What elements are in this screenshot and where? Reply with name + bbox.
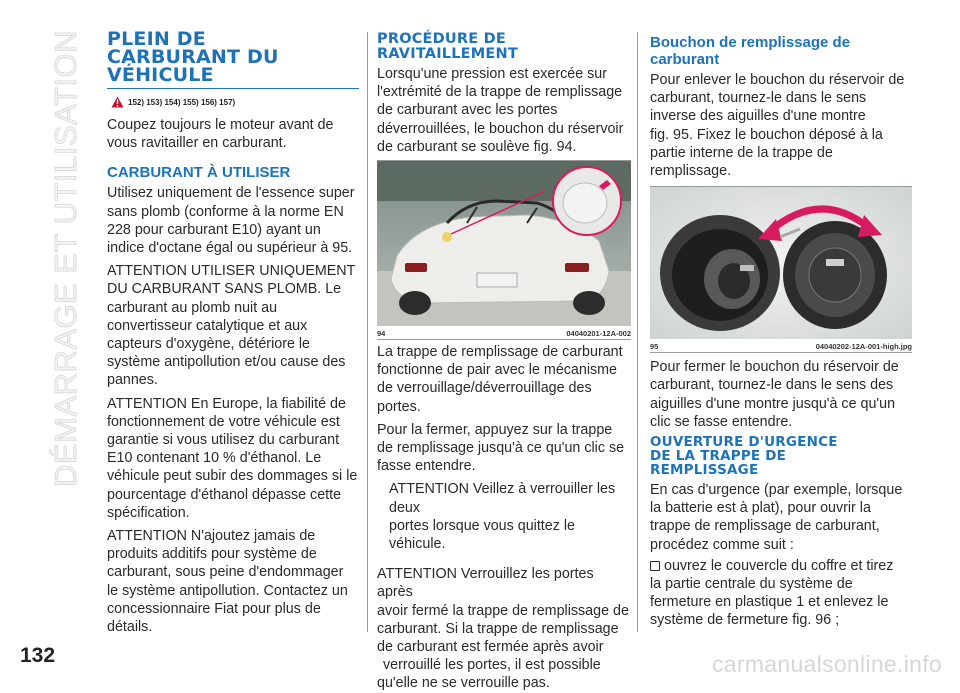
paragraph-additives-warning: ATTENTION N'ajoutez jamais de produits additifs pour système de carburant, sous peine d'endommager le système antipollution. Contactez un concessionnaire Fiat pour plus de détails. xyxy=(107,528,348,636)
figure-95-caption xyxy=(650,342,912,352)
section-title-emergency: OUVERTURE D'URGENCE DE LA TRAPPE DE REMPLISSAGE xyxy=(650,434,838,479)
warning-triangle-icon xyxy=(111,96,124,108)
warning-references: 152) 153) 154) 155) 156) 157) xyxy=(111,96,359,108)
column-1 xyxy=(107,30,359,636)
section-title-plein: PLEIN DE CARBURANT DU VÉHICULE xyxy=(107,28,279,86)
paragraph-fuel-door-press: Lorsqu'une pression est exercée sur l'extrémité de la trappe de remplissage de carburant avec les portes déverrouillées, le bouchon du réservoir de carburant se soulève fig. 94. xyxy=(377,66,624,155)
figure-94-car-image xyxy=(377,161,631,326)
figure-94-number: 94 xyxy=(377,329,386,339)
paragraph-fuel-spec: Utilisez uniquement de l'essence super sans plomb (conforme à la norme EN 228 pour carburant E10) ayant un indice d'octane égal ou supérieur à 95. xyxy=(107,185,355,257)
title-rule xyxy=(107,88,359,89)
figure-95-bottom-rule xyxy=(650,352,912,353)
column-divider-1 xyxy=(367,32,368,632)
column-3 xyxy=(650,30,912,630)
paragraph-emergency-open: En cas d'urgence (par exemple, lorsque la batterie est à plat), pour ouvrir la trappe de remplissage de carburant, procédez comme suit : xyxy=(650,482,903,553)
column-2 xyxy=(377,30,631,693)
figure-94-bottom-rule xyxy=(377,339,631,340)
section-title-procedure: PROCÉDURE DE RAVITAILLEMENT xyxy=(377,31,518,62)
figure-95-fuel-cap-image xyxy=(650,187,912,339)
figure-95-number: 95 xyxy=(650,342,659,352)
figure-94-code: 04040201-12A-002 xyxy=(566,329,631,339)
paragraph-close-cap: Pour fermer le bouchon du réservoir de carburant, tournez-le dans le sens des aiguilles d'une montre jusqu'à ce qu'un clic se fasse entendre. xyxy=(650,359,899,430)
paragraph-lock-both-doors: ATTENTION Veillez à verrouiller les deux portes lorsque vous quittez le véhicule. xyxy=(389,481,616,553)
figure-95-code: 04040202-12A-001-high.jpg xyxy=(815,342,912,352)
chapter-side-tab: DÉMARRAGE ET UTILISATION xyxy=(48,30,83,487)
page-number: 132 xyxy=(20,644,56,667)
column-divider-2 xyxy=(637,32,638,632)
subheading-fuel-cap: Bouchon de remplissage de carburant xyxy=(650,34,851,68)
paragraph-door-lock-link: La trappe de remplissage de carburant fonctionne de pair avec le mécanisme de verrouillage/déverrouillage des portes. xyxy=(377,344,623,415)
list-item-open-trunk: ouvrez le couvercle du coffre et tirez la partie centrale du système de fermeture en plastique 1 et enlevez le système de fermeture fig. 96 ; xyxy=(650,557,894,629)
paragraph-unleaded-warning: ATTENTION UTILISER UNIQUEMENT DU CARBURANT SANS PLOMB. Le carburant au plomb nuit au convertisseur catalytique et aux capteurs d'oxygène, détériore le système antipollution et/ou cause des pannes. xyxy=(107,263,356,389)
subheading-fuel: CARBURANT À UTILISER xyxy=(107,164,291,182)
paragraph-close-door: Pour la fermer, appuyez sur la trappe de remplissage jusqu'à ce qu'un clic se fasse entendre. xyxy=(377,421,625,475)
site-watermark: carmanualsonline.info xyxy=(711,651,942,677)
bullet-checkbox-icon xyxy=(650,561,660,571)
paragraph-engine-off: Coupez toujours le moteur avant de vous ravitailler en carburant. xyxy=(107,117,334,152)
figure-94-caption xyxy=(377,329,631,339)
paragraph-lock-after-close: ATTENTION Verrouillez les portes après avoir fermé la trappe de remplissage de carburant. Si la trappe de remplissage de carburant est fermée après avoir verrouillé les portes, il est possible qu'elle ne se verrouille pas. xyxy=(377,566,629,692)
paragraph-ethanol-warning: ATTENTION En Europe, la fiabilité de fonctionnement de votre véhicule est garantie si vous utilisez du carburant E10 contenant 10 % d'éthanol. Le véhicule peut subir des dommages si le pourcentage d'éthanol dépasse cette spécification. xyxy=(107,395,358,521)
paragraph-remove-cap: Pour enlever le bouchon du réservoir de carburant, tournez-le dans le sens inverse des aiguilles d'une montre fig. 95. Fixez le bouchon déposé à la partie interne de la trappe de remplissage. xyxy=(650,72,905,180)
